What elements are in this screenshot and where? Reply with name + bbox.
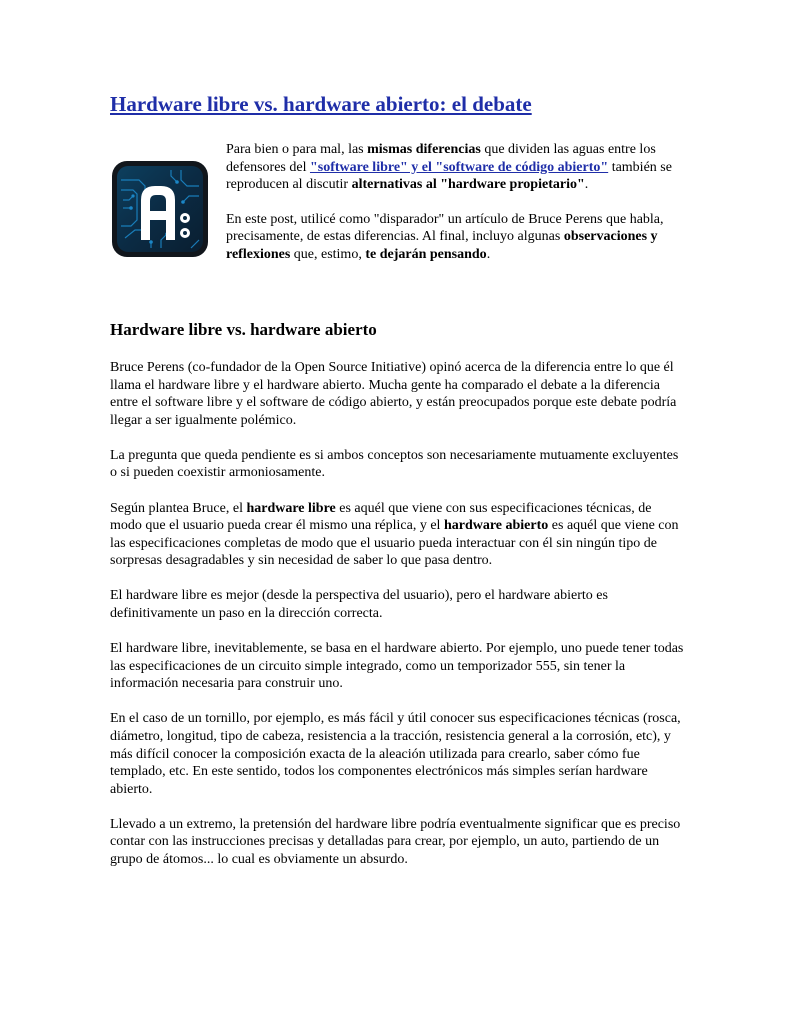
body-paragraph-5: El hardware libre, inevitablemente, se basa en el hardware abierto. Por ejemplo, uno puede tener todas las especificaciones de un circuito simple integrado, como un temporizador 555, sin tener la información necesaria para construir uno. bbox=[110, 641, 684, 692]
intro-paragraph-2: En este post, utilicé como "disparador" un artículo de Bruce Perens que habla, precisamente, de estas diferencias. Al final, incluyo algunas observaciones y reflexiones que, estimo, te dejarán pensando. bbox=[226, 211, 664, 262]
bold-phrase: te dejarán pensando bbox=[365, 246, 487, 262]
section-heading: Hardware libre vs. hardware abierto bbox=[110, 320, 377, 339]
body-paragraph-6: En el caso de un tornillo, por ejemplo, es más fácil y útil conocer sus especificaciones técnicas (rosca, diámetro, longitud, tipo de cabeza, resistencia a la tracción, resistencia general a la corrosión, etc), y más difícil conocer la composición exacta de la aleación utilizada para crearlo, saber cómo fue templado, etc. En este sentido, todos los componentes electrónicos más simples serían hardware abierto. bbox=[110, 711, 681, 797]
body-paragraph-2: La pregunta que queda pendiente es si ambos conceptos son necesariamente mutuamente excluyentes o si pueden coexistir armoniosamente. bbox=[110, 447, 679, 481]
bold-phrase: observaciones y reflexiones bbox=[226, 229, 658, 262]
bold-phrase: mismas diferencias bbox=[367, 142, 481, 157]
body-paragraph-7: Llevado a un extremo, la pretensión del hardware libre podría eventualmente significar que es preciso contar con las instrucciones precisas y detalladas para crear, por ejemplo, un auto, partiendo de un grupo de átomos... lo cual es obviamente un absurdo. bbox=[110, 816, 681, 868]
page-title-link[interactable]: Hardware libre vs. hardware abierto: el debate bbox=[110, 92, 532, 116]
open-hardware-logo-icon bbox=[111, 160, 209, 258]
body-paragraph-4: El hardware libre es mejor (desde la perspectiva del usuario), pero el hardware abierto es definitivamente un paso en la dirección correcta. bbox=[110, 588, 608, 622]
intro-paragraph-1: Para bien o para mal, las mismas diferencias que dividen las aguas entre los defensores del "software libre" y el "software de código abierto" también se reproducen al discutir alternativas al "hardware propietario". bbox=[226, 142, 672, 192]
body-paragraph-3: Según plantea Bruce, el hardware libre es aquél que viene con sus especificaciones técnicas, de modo que el usuario pueda crear él mismo una réplica, y el hardware abierto es aquél que viene con las especificaciones completas de modo que el usuario pueda interactuar con él sin ningún tipo de sorpresas desagradables y sin necesidad de saber lo que pasa dentro. bbox=[110, 500, 679, 569]
bold-phrase: alternativas al "hardware propietario" bbox=[351, 177, 585, 192]
bold-phrase: hardware abierto bbox=[443, 518, 549, 534]
article-body bbox=[110, 359, 685, 886]
intro-text bbox=[226, 141, 684, 280]
bold-phrase: hardware libre bbox=[246, 500, 336, 516]
body-paragraph-1: Bruce Perens (co-fundador de la Open Source Initiative) opinó acerca de la diferencia entre lo que él llama el hardware libre y el hardware abierto. Mucha gente ha comparado el debate a la diferencia entre el software libre y el software de código abierto, y están preocupados porque este debate podría llegar a ser igualmente polémico. bbox=[110, 360, 677, 428]
software-libre-link[interactable]: "software libre" y el "software de código abierto" bbox=[309, 159, 609, 175]
